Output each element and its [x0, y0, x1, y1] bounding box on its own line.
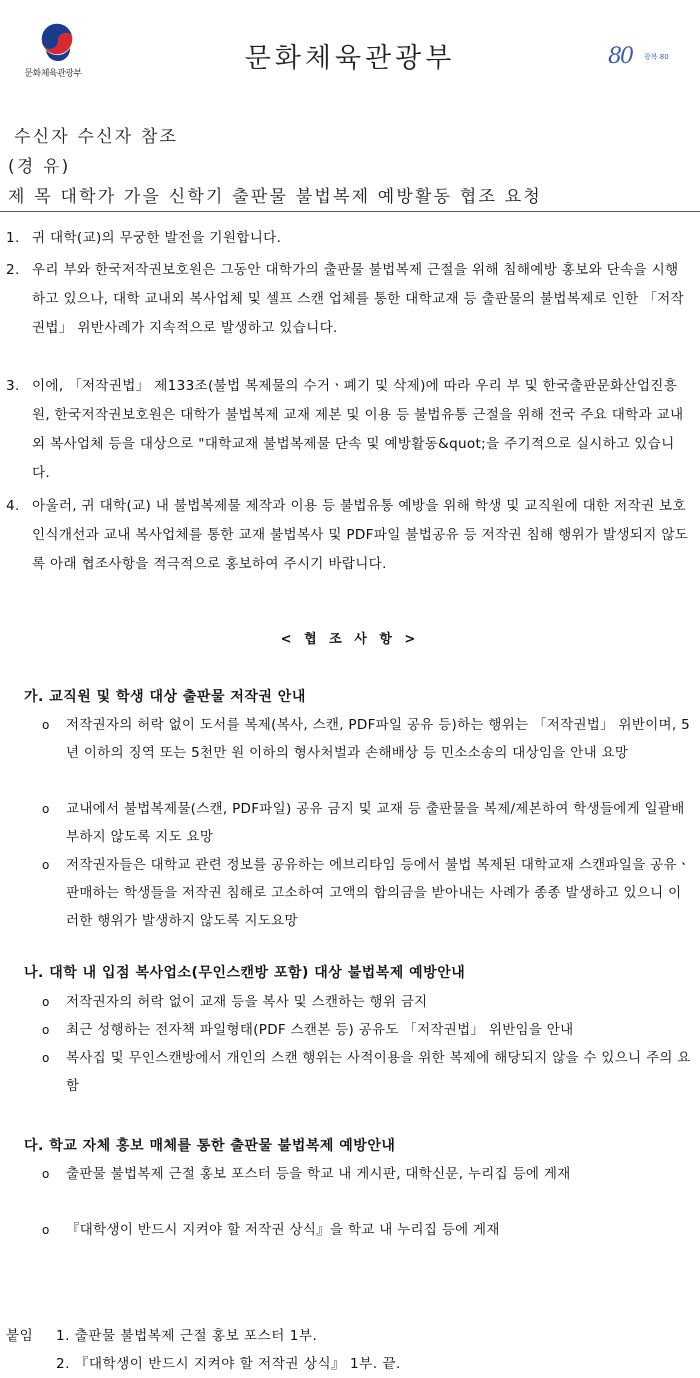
paragraph-number: 1.	[6, 230, 20, 246]
paragraph-text: 이에, 「저작권법」 제133조(불법 복제물의 수거ㆍ폐기 및 삭제)에 따라 우리 부 및 한국출판문화산업진흥원, 한국저작권보호원은 대학가 불법복제 교재 제본 및 이용 등 불법유통 근절을 위해 전국 주요 대학과 교내외 복사업체 등을 대상으로 "대학교재 불법복제물 단속 및 예방활동&quot;을 주기적으로 실시하고 있습니다.	[32, 378, 684, 481]
bullet-icon: o	[42, 1051, 50, 1065]
list-item-text: 『대학생이 반드시 지켜야 할 저작권 상식』을 학교 내 누리집 등에 게재	[66, 1222, 500, 1238]
attachment-item-2: 2. 『대학생이 반드시 지켜야 할 저작권 상식』 1부. 끝.	[56, 1356, 401, 1372]
logo-caption: 문화체육관광부	[24, 69, 82, 79]
list-item	[42, 1160, 692, 1188]
list-item-text: 최근 성행하는 전자책 파일형태(PDF 스캔본 등) 공유도 「저작권법」 위반임을 안내	[66, 1022, 574, 1038]
attachment-item-1: 1. 출판물 불법복제 근절 홍보 포스터 1부.	[56, 1328, 318, 1344]
section-heading-b: 나. 대학 내 입점 복사업소(무인스캔방 포함) 대상 불법복제 예방안내	[24, 965, 466, 981]
attachment-label: 붙임	[6, 1328, 34, 1344]
paragraph-3	[6, 372, 690, 488]
header-divider	[0, 211, 700, 212]
bullet-icon: o	[42, 1023, 50, 1037]
list-item-text: 저작권자의 허락 없이 도서를 복제(복사, 스캔, PDF파일 공유 등)하는 행위는 「저작권법」 위반이며, 5년 이하의 징역 또는 5천만 원 이하의 형사처벌과 손해배상 등 민소소송의 대상임을 안내 요망	[66, 717, 690, 761]
bullet-icon: o	[42, 1223, 50, 1237]
paragraph-1	[6, 224, 690, 253]
list-item-text: 출판물 불법복제 근절 홍보 포스터 등을 학교 내 게시판, 대학신문, 누리집 등에 게재	[66, 1166, 571, 1182]
paragraph-number: 3.	[6, 378, 20, 394]
section-heading-c: 다. 학교 자체 홍보 매체를 통한 출판물 불법복제 예방안내	[24, 1138, 396, 1154]
bullet-icon: o	[42, 858, 50, 872]
paragraph-text: 아울러, 귀 대학(교) 내 불법복제물 제작과 이용 등 불법유통 예방을 위해 학생 및 교직원에 대한 저작권 보호 인식개선과 교내 복사업체를 통한 교재 불법복사 및 PDF파일 불법공유 등 저작권 침해 행위가 발생되지 않도록 아래 협조사항을 적극적으로 홍보하여 주시기 바랍니다.	[32, 498, 689, 572]
paragraph-2	[6, 256, 690, 343]
subject-line: 제 목 대학가 가을 신학기 출판물 불법복제 예방활동 협조 요청	[8, 187, 542, 207]
list-item	[42, 795, 692, 851]
list-item	[42, 1216, 692, 1244]
list-item-text: 저작권자들은 대학교 관련 정보를 공유하는 에브리타임 등에서 불법 복제된 대학교재 스캔파일을 공유ㆍ판매하는 학생들을 저작권 침해로 고소하여 고액의 합의금을 받아내는 사례가 종종 발생하고 있으니 이러한 행위가 발생하지 않도록 지도요망	[66, 857, 691, 929]
paragraph-text: 우리 부와 한국저작권보호원은 그동안 대학가의 출판물 불법복제 근절을 위해 침해예방 홍보와 단속을 시행하고 있으나, 대학 교내외 복사업체 및 셀프 스캔 업체를 통한 대학교재 등 출판물의 불법복제로 인한 「저작권법」 위반사례가 지속적으로 발생하고 있습니다.	[32, 262, 684, 336]
paragraph-text: 귀 대학(교)의 무궁한 발전을 기원합니다.	[32, 230, 282, 246]
via-line: (경 유)	[8, 157, 71, 177]
list-item-text: 복사집 및 무인스캔방에서 개인의 스캔 행위는 사적이용을 위한 복제에 해당되지 않을 수 있으니 주의 요함	[66, 1050, 691, 1094]
bullet-icon: o	[42, 718, 50, 732]
list-item	[42, 1016, 692, 1044]
paragraph-number: 4.	[6, 498, 20, 514]
list-item-text: 교내에서 불법복제물(스캔, PDF파일) 공유 금지 및 교재 등 출판물을 복제/제본하여 학생들에게 일괄배부하지 않도록 지도 요망	[66, 801, 685, 845]
paragraph-number: 2.	[6, 262, 20, 278]
emblem-text: 광복 80	[644, 53, 669, 61]
list-item	[42, 988, 692, 1016]
emblem-number: 80	[608, 44, 632, 69]
bullet-icon: o	[42, 995, 50, 1009]
list-item-text: 저작권자의 허락 없이 교재 등을 복사 및 스캔하는 행위 금지	[66, 994, 428, 1010]
recipient-line: 수신자 수신자 참조	[14, 127, 179, 147]
list-item	[42, 851, 692, 935]
section-heading-a: 가. 교직원 및 학생 대상 출판물 저작권 안내	[24, 689, 306, 705]
list-item	[42, 711, 692, 767]
cooperation-heading: < 협 조 사 항 >	[280, 632, 420, 647]
bullet-icon: o	[42, 1167, 50, 1181]
paragraph-4	[6, 492, 690, 579]
list-item	[42, 1044, 692, 1100]
ministry-title: 문화체육관광부	[244, 43, 456, 74]
bullet-icon: o	[42, 802, 50, 816]
liberation-80-emblem	[608, 44, 680, 70]
